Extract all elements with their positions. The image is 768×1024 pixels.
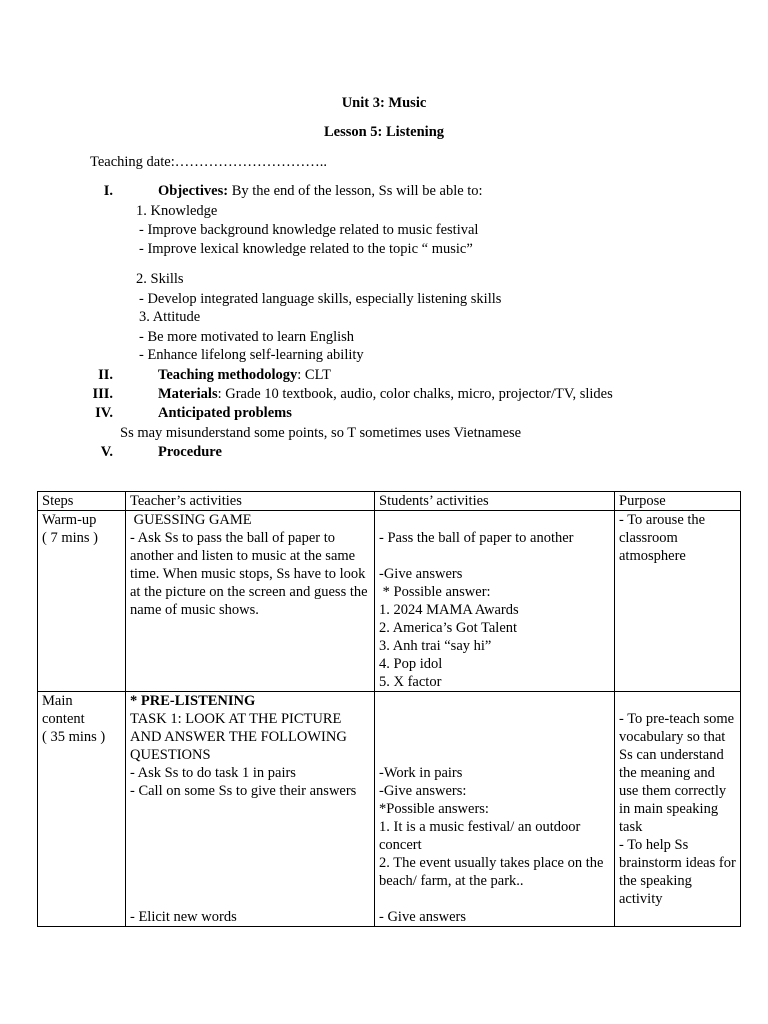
objective-item: - Develop integrated language skills, especially listening skills [139, 291, 502, 307]
student-line: 4. Pop idol [379, 656, 443, 672]
student-line: 1. It is a music festival/ an outdoor concert [379, 819, 581, 853]
objective-item: - Improve lexical knowledge related to the topic “ music” [139, 241, 473, 257]
objective-item: - Enhance lifelong self-learning ability [139, 347, 364, 363]
step-duration: ( 35 mins ) [42, 729, 106, 745]
student-line: 2. The event usually takes place on the beach/ farm, at the park.. [379, 855, 604, 889]
step-duration: ( 7 mins ) [42, 530, 98, 546]
section-objectives [158, 182, 483, 200]
objective-item: - Be more motivated to learn English [139, 329, 355, 345]
lesson-title: Lesson 5: Listening [323, 124, 445, 140]
section-methodology [158, 366, 331, 384]
teacher-cell [126, 511, 375, 692]
section-title: Procedure [158, 444, 222, 460]
procedure-table [37, 491, 741, 927]
student-cell [375, 511, 615, 692]
unit-title: Unit 3: Music [341, 95, 427, 111]
student-line: - Give answers [379, 909, 466, 925]
table-row [38, 692, 741, 927]
section-problems [158, 404, 292, 422]
student-line: *Possible answers: [379, 801, 489, 817]
activity-text: - Ask Ss to pass the ball of paper to another and listen to music at the same time. When music stops, Ss have to look at the picture on the screen and guess the name of music shows. [130, 530, 368, 618]
section-materials [158, 385, 613, 403]
table-row [38, 511, 741, 692]
skills-heading: 2. Skills [136, 271, 184, 287]
activity-title: * PRE-LISTENING [130, 693, 256, 709]
attitude-heading: 3. Attitude [139, 309, 201, 325]
activity-text: - Ask Ss to do task 1 in pairs [130, 765, 296, 781]
table-header-cell: Students’ activities [375, 492, 615, 511]
student-cell [375, 692, 615, 927]
activity-title: GUESSING GAME [130, 512, 252, 528]
purpose-cell [615, 692, 741, 927]
activity-text: - Call on some Ss to give their answers [130, 783, 357, 799]
section-title: Anticipated problems [158, 405, 292, 421]
activity-text: TASK 1: LOOK AT THE PICTURE AND ANSWER THE FOLLOWING QUESTIONS [130, 711, 347, 763]
section-title: Materials [158, 386, 218, 402]
table-header-cell: Purpose [615, 492, 741, 511]
section-number-2: II. [98, 367, 113, 383]
section-number-5: V. [100, 444, 113, 460]
table-header-row [38, 492, 741, 511]
purpose-cell [615, 511, 741, 692]
table-header-cell: Teacher’s activities [126, 492, 375, 511]
student-line: -Give answers: [379, 783, 467, 799]
purpose-text: - To help Ss brainstorm ideas for the speaking activity [619, 837, 736, 907]
student-line: -Give answers [379, 566, 463, 582]
section-number-1: I. [103, 183, 113, 199]
step-label: Warm-up [42, 512, 97, 528]
student-line: 2. America’s Got Talent [379, 620, 518, 636]
section-title: Teaching methodology [158, 367, 298, 383]
section-number-3: III. [92, 386, 113, 402]
table-header-cell: Steps [38, 492, 126, 511]
step-cell [38, 511, 126, 692]
knowledge-heading: 1. Knowledge [136, 203, 218, 219]
purpose-text: - To arouse the classroom atmosphere [619, 512, 706, 564]
student-line: * Possible answer: [379, 584, 491, 600]
student-line: -Work in pairs [379, 765, 463, 781]
activity-text: - Elicit new words [130, 909, 237, 925]
student-line: - Pass the ball of paper to another [379, 530, 574, 546]
section-text: By the end of the lesson, Ss will be able to: [228, 183, 483, 199]
student-line: 3. Anh trai “say hi” [379, 638, 492, 654]
section-title: Objectives: [158, 183, 229, 199]
student-line: 1. 2024 MAMA Awards [379, 602, 519, 618]
section-text: : Grade 10 textbook, audio, color chalks, micro, projector/TV, slides [217, 386, 613, 402]
purpose-text: - To pre-teach some vocabulary so that Ss can understand the meaning and use them correctly in main speaking task [619, 711, 735, 835]
section-text: : CLT [297, 367, 331, 383]
teacher-cell [126, 692, 375, 927]
problems-text: Ss may misunderstand some points, so T sometimes uses Vietnamese [120, 425, 522, 441]
section-number-4: IV. [95, 405, 113, 421]
objective-item: - Improve background knowledge related to music festival [139, 222, 479, 238]
step-label: Main [42, 693, 73, 709]
section-procedure [158, 443, 222, 461]
teaching-date: Teaching date:………………………….. [90, 154, 327, 170]
step-label: content [42, 711, 85, 727]
step-cell [38, 692, 126, 927]
student-line: 5. X factor [379, 674, 442, 690]
